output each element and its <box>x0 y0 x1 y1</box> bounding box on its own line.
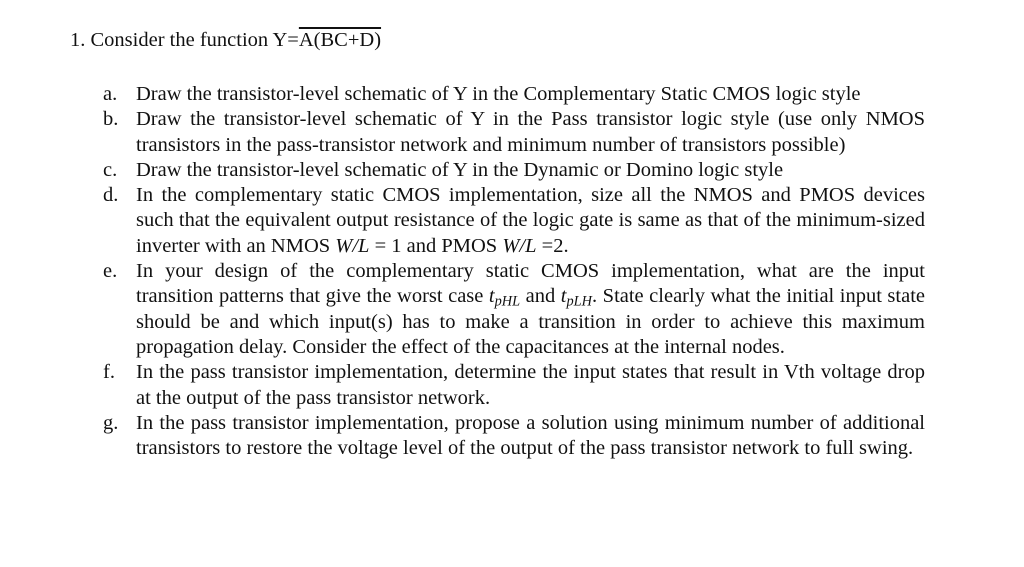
tphl-symbol <box>488 285 521 310</box>
part-d <box>103 183 925 259</box>
part-text: Draw the transistor-level schematic of Y in the Complementary Static CMOS logic style <box>136 83 861 105</box>
question-1 <box>70 28 381 53</box>
question-parts-list <box>103 82 925 461</box>
question-intro: Consider the function Y= <box>90 29 299 51</box>
part-letter: g. <box>103 411 119 434</box>
part-b <box>103 107 925 158</box>
overlined-expression: A(BC+D) <box>298 29 382 51</box>
tphl-subscript: pHL <box>494 293 521 310</box>
question-number: 1. <box>70 29 86 51</box>
tplh-subscript: pLH <box>566 293 593 310</box>
part-e-text-2: and <box>520 285 561 308</box>
part-e-text-3: . State clearly what the initial input state should be and which input(s) has to make a transition in order to achieve this maximum propagation delay. Consider the effect of the capacitances at the internal nodes. <box>136 285 925 358</box>
part-e <box>103 259 925 360</box>
part-letter: e. <box>103 260 118 283</box>
part-text: Draw the transistor-level schematic of Y in the Dynamic or Domino logic style <box>136 158 784 181</box>
question-header <box>70 28 381 53</box>
part-letter: c. <box>103 158 118 181</box>
part-d-text-1: In the complementary static CMOS implementation, size all the NMOS and PMOS devices such that the equivalent output resistance of the logic gate is same as that of the minimum-sized inverter with an NMOS <box>136 184 925 257</box>
tphl-t: t <box>488 285 495 308</box>
pmos-wl-symbol: W/L <box>502 234 537 257</box>
tplh-t: t <box>560 285 567 308</box>
part-c <box>103 158 925 183</box>
part-d-text-3: =2. <box>536 234 569 257</box>
part-a <box>103 82 925 107</box>
part-d-text-2: = 1 and PMOS <box>369 234 503 257</box>
part-e-text-1: In your design of the complementary static CMOS implementation, what are the input transition patterns that give the worst case <box>136 260 925 308</box>
part-g <box>103 411 925 462</box>
part-text: In the pass transistor implementation, determine the input states that result in Vth voltage drop at the output of the pass transistor network. <box>136 361 925 409</box>
tplh-symbol <box>560 285 593 310</box>
part-letter: b. <box>103 108 119 131</box>
nmos-wl-symbol: W/L <box>335 234 370 257</box>
part-letter: f. <box>103 361 115 384</box>
part-text: Draw the transistor-level schematic of Y in the Pass transistor logic style (use only NMOS transistors in the pass-transistor network and minimum number of transistors possible) <box>136 108 925 156</box>
part-text: In the pass transistor implementation, propose a solution using minimum number of additional transistors to restore the voltage level of the output of the pass transistor network to full swing. <box>136 411 925 460</box>
part-text <box>136 259 925 360</box>
part-letter: d. <box>103 184 119 207</box>
part-f <box>103 360 925 411</box>
part-letter: a. <box>103 83 118 105</box>
part-text <box>136 183 925 259</box>
